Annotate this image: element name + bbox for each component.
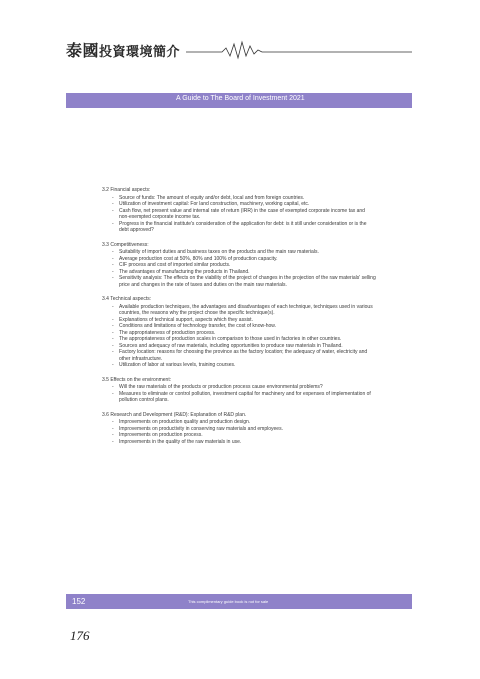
list-item: - Measures to eliminate or control pollution, investment capital for machinery and for expenses of implementation of pollution control plans. [102, 391, 376, 404]
bullet-list [102, 249, 376, 288]
section [102, 377, 376, 404]
document-body [102, 187, 376, 453]
list-item: - Explanations of technical support, aspects which they assist. [102, 317, 376, 324]
list-item: - The appropriateness of production scales in comparison to those used in factories in other countries. [102, 336, 376, 343]
inner-page-number: 152 [72, 597, 86, 606]
section-title: 3.3 Competitiveness: [102, 241, 149, 248]
list-item: - Utilization of investment capital: For land construction, machinery, working capital, etc. [102, 201, 376, 208]
list-item: - The advantages of manufacturing the products in Thailand. [102, 269, 376, 276]
header-title-first: 泰國 [66, 41, 100, 60]
list-item: - Improvements on productivity in conserving raw materials and employees. [102, 426, 376, 433]
section-title: 3.6 Research and Development (R&D): Explanation of R&D plan. [102, 411, 247, 418]
bullet-list [102, 419, 376, 445]
section [102, 187, 376, 234]
list-item: - Average production cost at 50%, 80% and 100% of production capacity. [102, 256, 376, 263]
list-item: - Available production techniques, the advantages and disadvantages of each technique, techniques used in various countries, the reasons why the project chose the specific technique(s). [102, 304, 376, 317]
list-item: - Utilization of labor at various levels, training courses. [102, 362, 376, 369]
bullet-list [102, 195, 376, 234]
list-item: - Factory location: reasons for choosing the province as the factory location; the adequacy of water, electricity and other infrastructure. [102, 349, 376, 362]
list-item: - Sensitivity analysis: The effects on the viability of the project of changes in the projection of the raw materials' selling price and changes in the rate of taxes and duties on the main raw materials. [102, 275, 376, 288]
list-item: - CIF process and cost of imported similar products. [102, 262, 376, 269]
outer-page-number: 176 [70, 628, 90, 643]
list-item: - Progress in the financial institute's consideration of the application for debt: is it still under consideration or is the debt approved? [102, 221, 376, 234]
list-item: - Sources and adequacy of raw materials, including opportunities to produce raw materials in Thailand. [102, 343, 376, 350]
bullet-list [102, 304, 376, 369]
list-item: - Improvements on production quality and production design. [102, 419, 376, 426]
footer-note: This complimentary guide book is not for sale [188, 599, 269, 604]
list-item: - Improvements on production process. [102, 432, 376, 439]
section [102, 412, 376, 446]
section [102, 296, 376, 369]
bullet-list [102, 384, 376, 404]
section-title: 3.5 Effects on the environment: [102, 376, 172, 383]
list-item: - Cash flow, net present value and internal rate of return (IRR) in the case of exempted corporate income tax and non-exempted corporate income tax. [102, 208, 376, 221]
section-title: 3.4 Technical aspects: [102, 296, 152, 302]
header-wave-line [0, 0, 480, 80]
list-item: - The appropriateness of production process. [102, 330, 376, 337]
list-item: - Will the raw materials of the products or production process cause environmental problems? [102, 384, 376, 391]
list-item: - Suitability of import duties and business taxes on the products and the main raw materials. [102, 249, 376, 256]
section-title: 3.2 Financial aspects: [102, 187, 151, 193]
guide-banner-text: A Guide to The Board of Investment 2021 [176, 95, 305, 102]
list-item: - Conditions and limitations of technology transfer, the cost of know-how. [102, 323, 376, 330]
section [102, 242, 376, 289]
list-item: - Improvements in the quality of the raw materials in use. [102, 439, 376, 446]
header-title-rest: 投資環境簡介 [99, 45, 181, 60]
list-item: - Source of funds: The amount of equity and/or debt, local and from foreign countries. [102, 195, 376, 202]
